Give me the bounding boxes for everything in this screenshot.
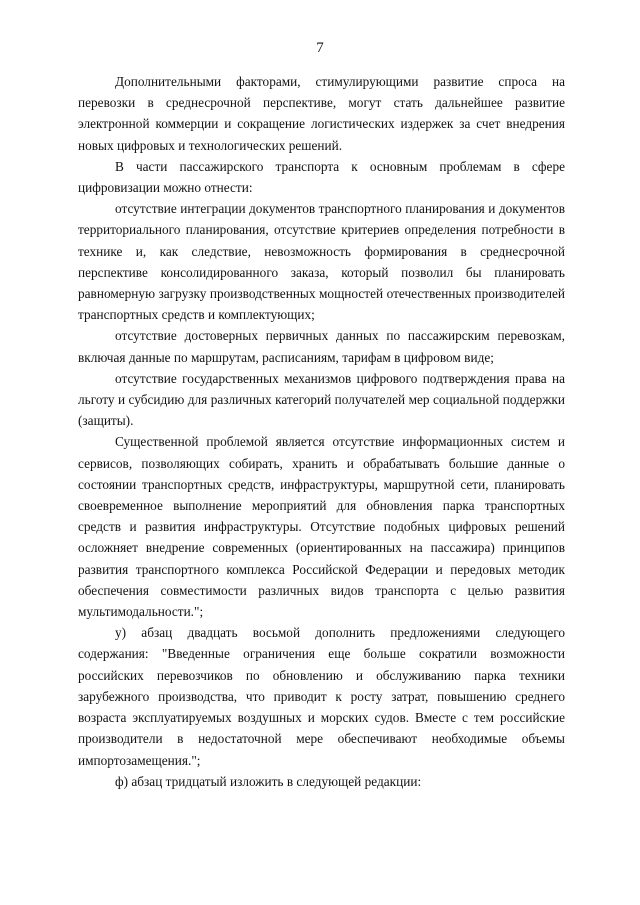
paragraph-no-primary-data: отсутствие достоверных первичных данных по пассажирским перевозкам, включая данные по маршрутам, расписаниям, тарифам в цифровом виде;: [78, 328, 565, 365]
paragraph-passenger-transport-intro: В части пассажирского транспорта к основным проблемам в сфере цифровизации можно отнести:: [78, 158, 565, 196]
document-body: [78, 71, 565, 792]
paragraph-no-state-mechanisms: отсутствие государственных механизмов цифрового подтверждения права на льготу и субсидию для различных категорий получателей мер социальной поддержки (защиты).: [78, 370, 565, 429]
paragraph-demand-factors: Дополнительными факторами, стимулирующими развитие спроса на перевозки в среднесрочной перспективе, могут стать дальнейшее развитие электронной коммерции и сокращение логистических издержек за счет внедрения новых цифровых и технологических решений.: [78, 74, 565, 153]
paragraph-amendment-u: у) абзац двадцать восьмой дополнить предложениями следующего содержания: "Введенные ограничения еще больше сократили возможности российских перевозчиков по обновлению и обслуживанию парка техники зарубежного производства, что приводит к росту затрат, повышению среднего возраста эксплуатируемых воздушных и морских судов. Вместе с тем российские производители в недостаточной мере обеспечивают необходимые объемы импортозамещения.";: [78, 625, 565, 768]
paragraph-amendment-f: ф) абзац тридцатый изложить в следующей редакции:: [115, 773, 422, 789]
paragraph-significant-problem: Существенной проблемой является отсутствие информационных систем и сервисов, позволяющих собирать, хранить и обрабатывать большие данные о состоянии транспортных средств, инфраструктуры, маршрутной сети, планировать своевременное выполнение мероприятий для обновления парка транспортных средств и развития инфраструктуры. Отсутствие подобных цифровых решений осложняет внедрение современных (ориентированных на пассажира) принципов развития транспортного комплекса Российской Федерации и передовых методик обеспечения совместимости различных видов транспорта с целью развития мультимодальности.";: [78, 434, 565, 620]
paragraph-no-integration: отсутствие интеграции документов транспортного планирования и документов территориального планирования, отсутствие критериев определения потребности в технике и, как следствие, невозможность формирования в среднесрочной перспективе консолидированного заказа, который позволил бы планировать равномерную загрузку производственных мощностей отечественных производителей транспортных средств и комплектующих;: [78, 201, 565, 323]
page-number: 7: [316, 40, 324, 56]
